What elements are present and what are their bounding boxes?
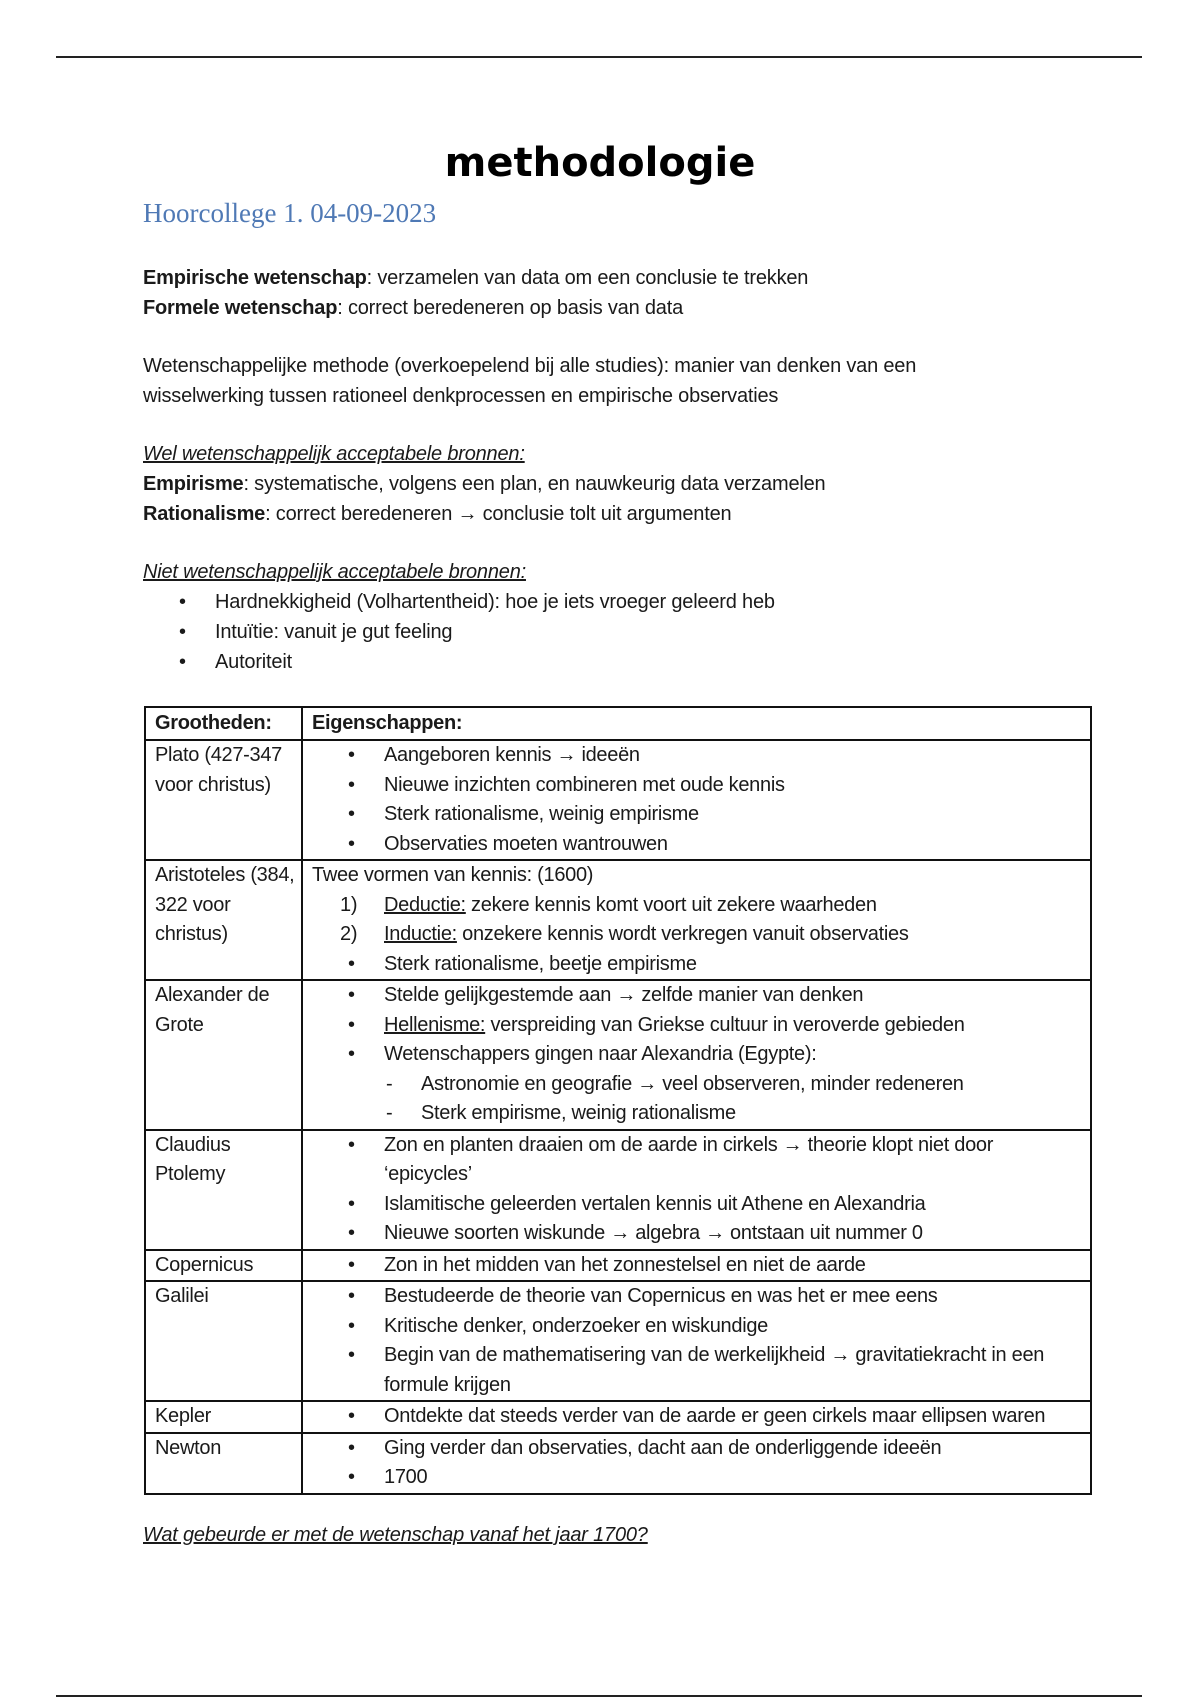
scientist-properties [302, 1433, 1091, 1494]
scientist-name: Galilei [145, 1281, 302, 1401]
definition-formal [143, 293, 1103, 323]
property-item [312, 800, 1084, 830]
property-item [312, 1070, 1084, 1100]
bullet-icon: • [348, 744, 355, 766]
table-row [145, 860, 1091, 980]
dash-marker: - [386, 1072, 393, 1095]
term: Rationalisme [143, 503, 266, 525]
property-text: Ontdekte dat steeds verder van de aarde er geen cirkels maar ellipsen waren [384, 1405, 1046, 1427]
table-row [145, 1130, 1091, 1250]
number-marker: 2) [340, 923, 358, 945]
scientist-name: Plato (427-347 voor christus) [145, 740, 302, 860]
table-header-grootheden: Grootheden: [145, 707, 302, 740]
dash-marker: - [386, 1102, 393, 1124]
bullet-icon: • [348, 1285, 355, 1307]
scientist-name: Copernicus [145, 1250, 302, 1282]
table-header-eigenschappen: Eigenschappen: [302, 707, 1091, 740]
property-item [312, 1131, 1084, 1190]
property-text: Observaties moeten wantrouwen [384, 832, 668, 855]
property-text: verspreiding van Griekse cultuur in veroverde gebieden [485, 1013, 965, 1036]
bullet-icon: • [348, 803, 355, 825]
scientist-properties [302, 1401, 1091, 1433]
property-item [312, 1219, 1084, 1249]
list-item: • Autoriteit [143, 647, 1103, 677]
scientist-properties [302, 860, 1091, 980]
property-item [312, 1190, 1084, 1220]
bullet-icon: • [348, 1405, 355, 1427]
bullet-icon: • [348, 832, 355, 855]
property-item [312, 741, 1084, 771]
property-text: Kritische denker, onderzoeker en wiskundige [384, 1314, 768, 1337]
table-row [145, 1401, 1091, 1433]
scientist-name: Newton [145, 1433, 302, 1494]
definition-text: : correct beredeneren op basis van data [337, 297, 684, 319]
property-item [312, 1251, 1084, 1281]
lecture-subtitle: Hoorcollege 1. 04-09-2023 [143, 198, 437, 228]
definition-text: : systematische, volgens een plan, en nauwkeurig data verzamelen [243, 473, 826, 495]
bullet-icon: • [348, 1192, 355, 1215]
bullet-icon: • [348, 1043, 355, 1065]
acceptable-rationalisme [143, 499, 1103, 529]
property-text: Sterk rationalisme, weinig empirisme [384, 803, 699, 825]
property-text: Sterk rationalisme, beetje empirisme [384, 952, 697, 975]
definition-text: : verzamelen van data om een conclusie te trekken [366, 267, 809, 289]
property-text: Begin van de mathematisering van de werkelijkheid → gravitatiekracht in een formule krijgen [384, 1344, 1045, 1396]
underlined-term: Hellenisme: [384, 1013, 486, 1036]
bullet-icon: • [348, 984, 355, 1006]
table-row [145, 1281, 1091, 1401]
number-marker: 1) [340, 893, 358, 916]
scientist-properties [302, 1250, 1091, 1282]
underlined-term: Inductie: [384, 923, 457, 945]
property-text: Twee vormen van kennis: (1600) [312, 864, 594, 886]
definition-text: : correct beredeneren → conclusie tolt uit argumenten [265, 503, 732, 525]
scientists-table [144, 706, 1092, 1495]
property-text: zekere kennis komt voort uit zekere waarheden [465, 893, 877, 916]
table-row [145, 980, 1091, 1130]
definition-empirical [143, 263, 1103, 293]
scientist-name: Claudius Ptolemy [145, 1130, 302, 1250]
property-item [312, 920, 1084, 950]
property-text: Bestudeerde de theorie van Copernicus en was het er mee eens [384, 1285, 938, 1307]
property-item [312, 771, 1084, 801]
property-item [312, 891, 1084, 921]
table-row [145, 1433, 1091, 1494]
not-acceptable-list [143, 587, 1103, 677]
property-text: Sterk empirisme, weinig rationalisme [421, 1102, 736, 1124]
table-row [145, 740, 1091, 860]
list-item: • Intuïtie: vanuit je gut feeling [143, 617, 1103, 647]
property-text: Ging verder dan observaties, dacht aan de onderliggende ideeën [384, 1436, 942, 1459]
property-text: Zon in het midden van het zonnestelsel en niet de aarde [384, 1253, 866, 1276]
bullet-icon: • [348, 1253, 355, 1276]
bullet-icon: • [348, 1013, 355, 1036]
property-item [312, 830, 1084, 860]
property-item [312, 1099, 1084, 1129]
method-paragraph: Wetenschappelijke methode (overkoepelend bij alle studies): manier van denken van een wisselwerking tussen rationeel denkprocessen en empirische observaties [143, 355, 917, 407]
list-item: • Hardnekkigheid (Volhartentheid): hoe je iets vroeger geleerd heb [143, 587, 1103, 617]
property-text: Nieuwe inzichten combineren met oude kennis [384, 773, 785, 796]
acceptable-empirisme [143, 469, 1103, 499]
property-item [312, 1011, 1084, 1041]
property-text: Astronomie en geografie → veel observeren, minder redeneren [421, 1072, 964, 1095]
property-text: Nieuwe soorten wiskunde → algebra → ontstaan uit nummer 0 [384, 1222, 923, 1244]
property-item [312, 1312, 1084, 1342]
property-item [312, 1463, 1084, 1493]
property-text: Aangeboren kennis → ideeën [384, 744, 640, 766]
bullet-icon: • [348, 1436, 355, 1459]
bullet-icon: • [348, 1314, 355, 1337]
acceptable-heading: Wel wetenschappelijk acceptabele bronnen: [143, 443, 525, 465]
bullet-icon: • [348, 773, 355, 796]
not-acceptable-heading: Niet wetenschappelijk acceptabele bronnen: [143, 561, 526, 583]
header-rule [56, 56, 1142, 58]
bullet-icon: • [348, 1466, 355, 1488]
property-item [312, 1282, 1084, 1312]
closing-question: Wat gebeurde er met de wetenschap vanaf het jaar 1700? [143, 1524, 648, 1546]
property-item [312, 1341, 1084, 1400]
property-item [312, 1434, 1084, 1464]
document-body [143, 263, 1103, 677]
property-item [312, 950, 1084, 980]
footer-rule [56, 1695, 1142, 1697]
scientist-name: Aristoteles (384, 322 voor christus) [145, 860, 302, 980]
property-text: Wetenschappers gingen naar Alexandria (Egypte): [384, 1043, 817, 1065]
bullet-icon: • [348, 1133, 355, 1156]
property-text: Islamitische geleerden vertalen kennis uit Athene en Alexandria [384, 1192, 926, 1215]
table-row [145, 1250, 1091, 1282]
term: Empirisme [143, 473, 244, 495]
scientist-properties [302, 1281, 1091, 1401]
term: Formele wetenschap [143, 297, 338, 319]
scientist-name: Alexander de Grote [145, 980, 302, 1130]
property-text: Stelde gelijkgestemde aan → zelfde manier van denken [384, 984, 864, 1006]
bullet-icon: • [348, 1222, 355, 1244]
underlined-term: Deductie: [384, 893, 466, 916]
property-item [312, 861, 1084, 891]
bullet-icon: • [348, 952, 355, 975]
term: Empirische wetenschap [143, 267, 367, 289]
property-item [312, 1402, 1084, 1432]
bullet-icon: • [348, 1344, 355, 1366]
property-item [312, 981, 1084, 1011]
scientist-name: Kepler [145, 1401, 302, 1433]
property-text: onzekere kennis wordt verkregen vanuit observaties [456, 923, 909, 945]
scientist-properties [302, 740, 1091, 860]
scientist-properties [302, 980, 1091, 1130]
scientist-properties [302, 1130, 1091, 1250]
property-item [312, 1040, 1084, 1070]
property-text: Zon en planten draaien om de aarde in cirkels → theorie klopt niet door ‘epicycles’ [384, 1133, 994, 1185]
property-text: 1700 [384, 1466, 428, 1488]
page-title: methodologie [444, 140, 756, 186]
